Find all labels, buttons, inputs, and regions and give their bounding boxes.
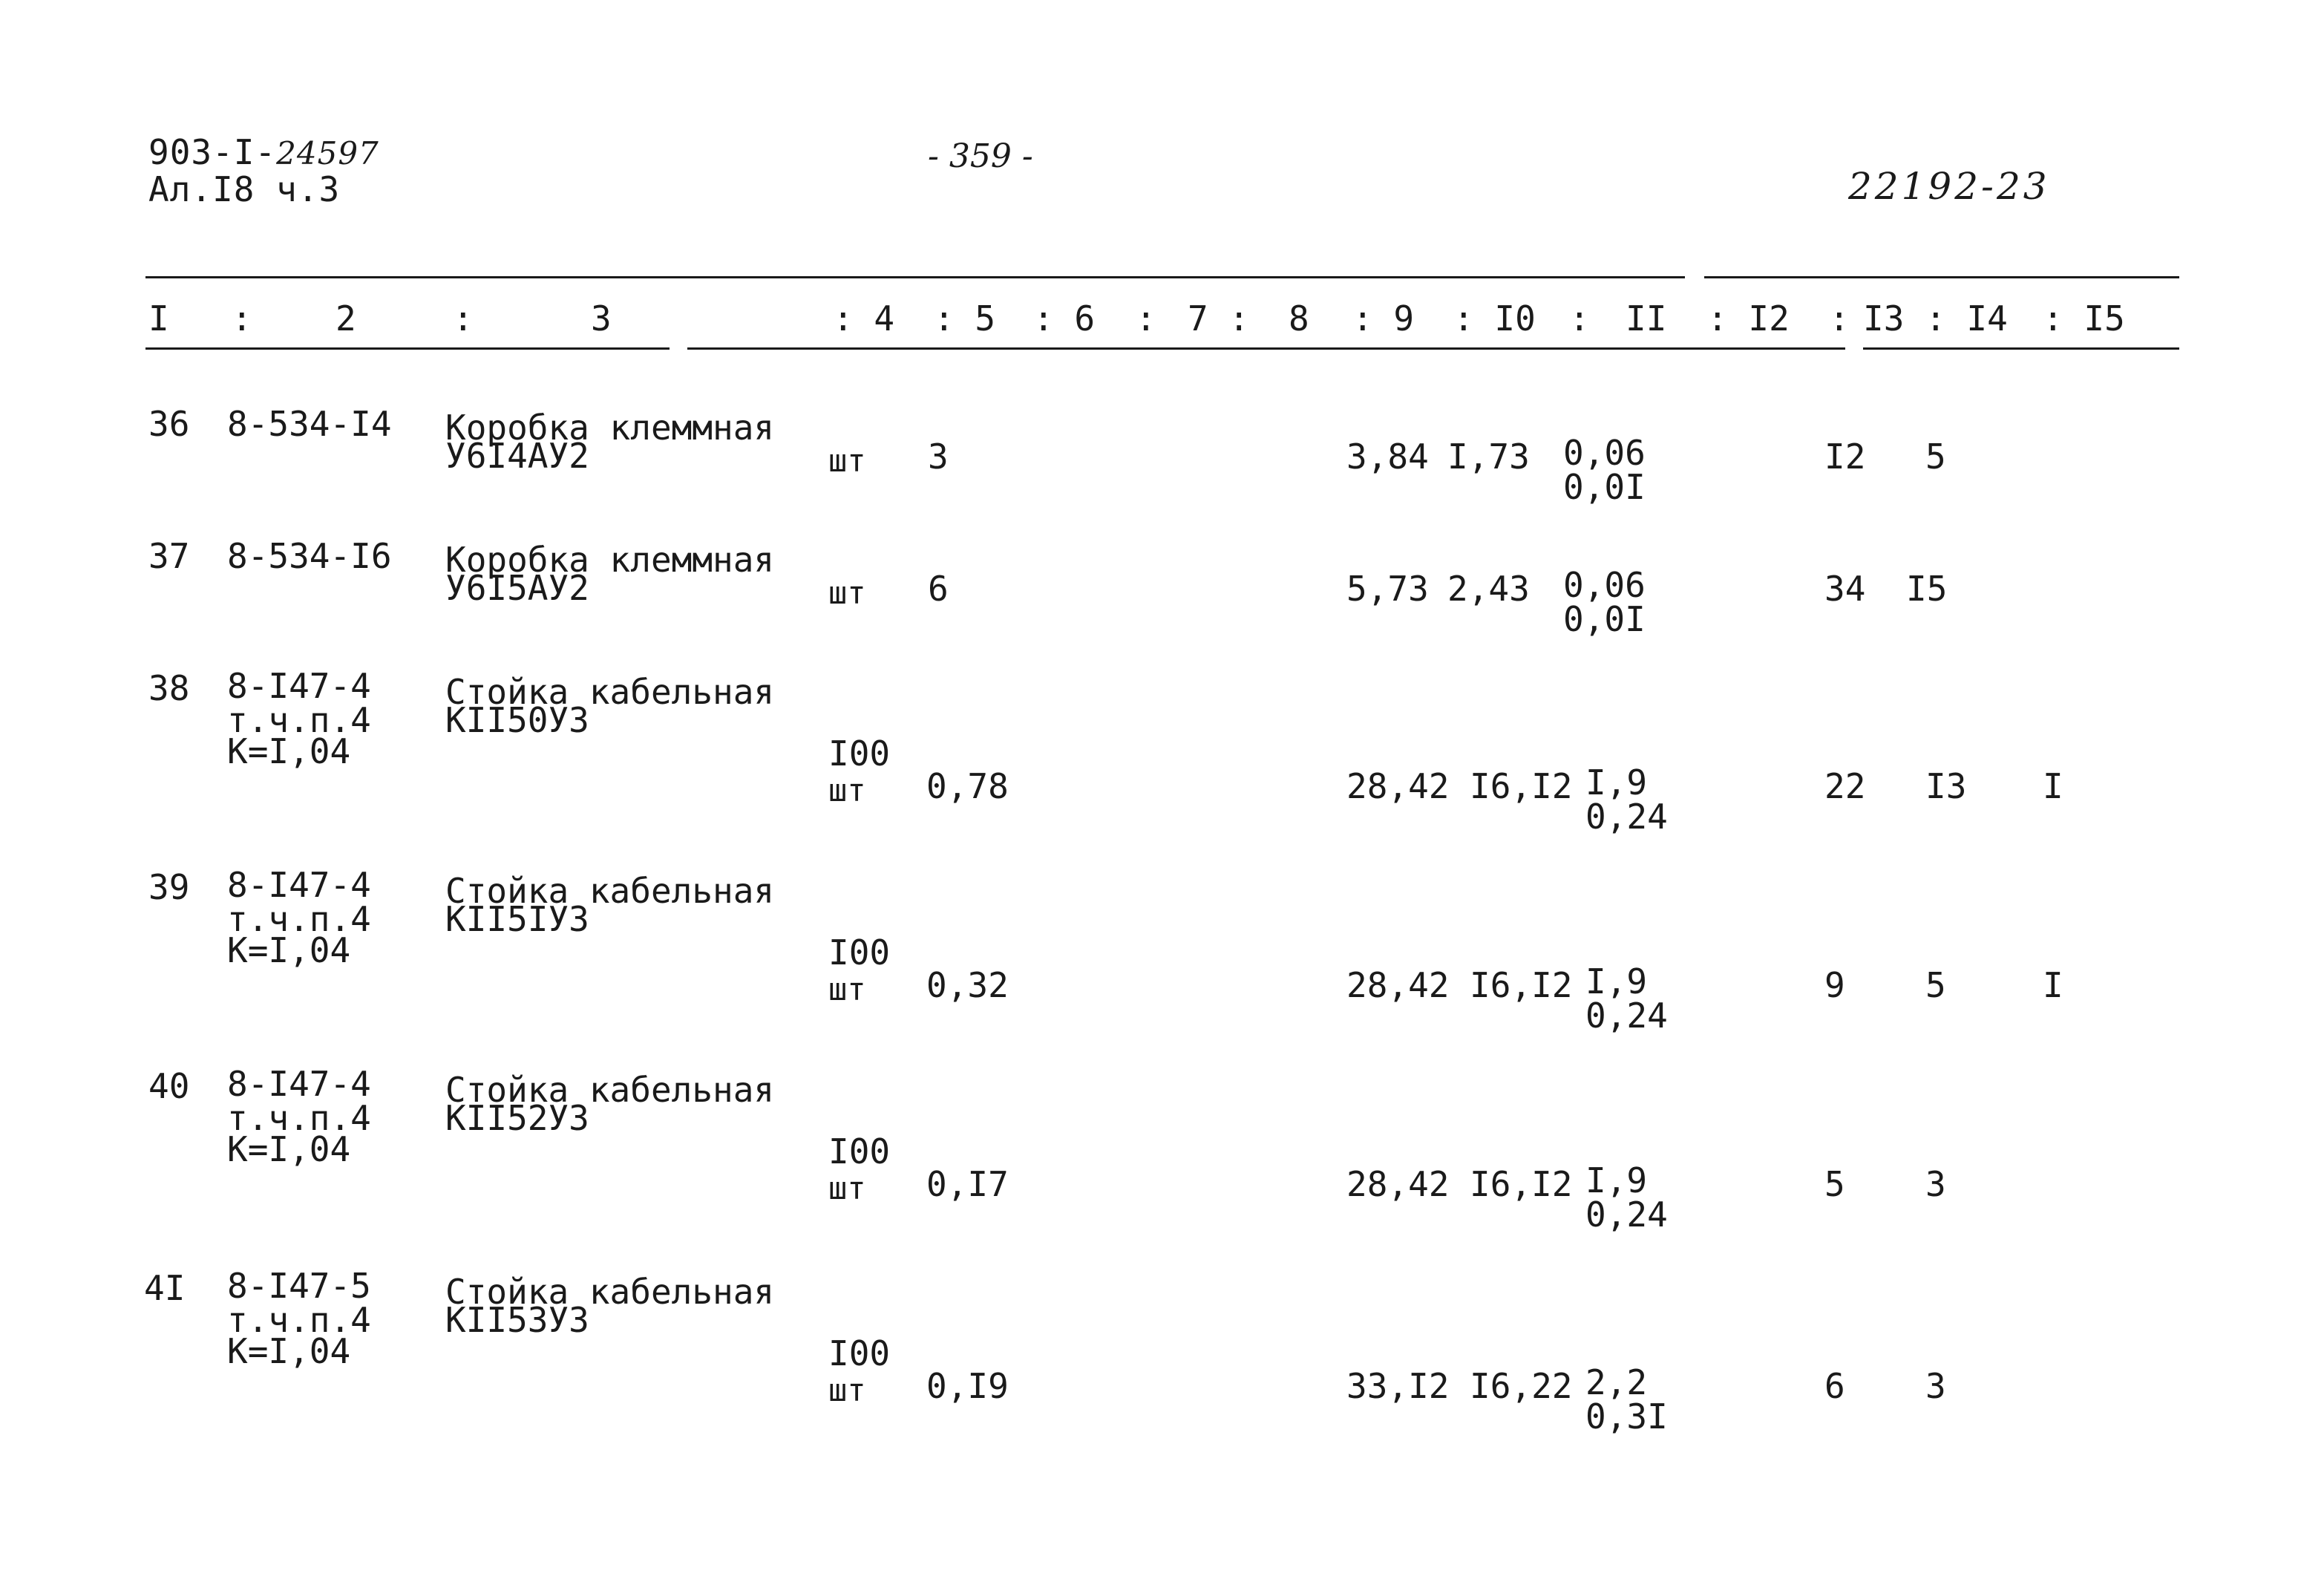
page-number: - 359 -: [928, 137, 1033, 175]
col-13: I3: [1863, 298, 1905, 339]
col-6: : 6: [1033, 298, 1096, 339]
row-number: 37: [148, 536, 190, 576]
col-7: 7 :: [1188, 298, 1250, 339]
col10-value: I,73: [1447, 437, 1530, 477]
rate-note: т.ч.п.4: [227, 1098, 371, 1138]
rate-coefficient: К=I,04: [227, 930, 351, 970]
col-sep: :: [1136, 298, 1156, 339]
rate-note: т.ч.п.4: [227, 1300, 371, 1340]
unit: шт: [828, 442, 866, 479]
col-4: : 4: [833, 298, 895, 339]
quantity: 6: [928, 569, 949, 609]
col14-value: 3: [1925, 1366, 1946, 1406]
rate-code: 8-I47-4: [227, 1064, 371, 1104]
unit-multiplier: I00: [828, 1333, 891, 1373]
col13-value: 9: [1824, 965, 1845, 1005]
col11-value-bottom: 0,0I: [1563, 467, 1646, 507]
document-code: [148, 132, 379, 172]
col13-value: 6: [1824, 1366, 1845, 1406]
col-sep: :: [232, 298, 252, 339]
row-number: 40: [148, 1066, 190, 1106]
top-rule-left: [145, 276, 1685, 278]
col11-value-top: I,9: [1585, 1160, 1648, 1200]
item-model: У6I5АУ2: [445, 568, 589, 608]
quantity: 0,78: [926, 766, 1009, 806]
col14-value: 5: [1925, 437, 1946, 477]
col-sep: :: [1829, 298, 1850, 339]
item-name: Стойка кабельная: [445, 1272, 775, 1312]
unit: шт: [828, 575, 866, 611]
row-number: 4I: [144, 1268, 186, 1308]
rate-code: 8-I47-4: [227, 865, 371, 905]
col15-value: I: [2043, 766, 2063, 806]
col-12: : I2: [1707, 298, 1790, 339]
item-name: Стойка кабельная: [445, 672, 775, 712]
col9-value: 5,73: [1346, 569, 1429, 609]
rate-note: т.ч.п.4: [227, 700, 371, 740]
item-model: КII52У3: [445, 1098, 589, 1138]
col13-value: 22: [1824, 766, 1866, 806]
col10-value: I6,22: [1470, 1366, 1573, 1406]
col-10: : I0: [1453, 298, 1536, 339]
top-rule-right: [1704, 276, 2179, 278]
col11-value-bottom: 0,24: [1585, 1195, 1668, 1235]
quantity: 0,I7: [926, 1164, 1009, 1204]
unit-multiplier: I00: [828, 1131, 891, 1172]
row-number: 36: [148, 404, 190, 444]
col11-value-top: 2,2: [1585, 1362, 1648, 1402]
rate-code: 8-534-I4: [227, 404, 392, 444]
col10-value: 2,43: [1447, 569, 1530, 609]
item-name: Коробка клеммная: [445, 540, 775, 580]
unit: шт: [828, 971, 866, 1007]
header-underline: [687, 347, 1845, 350]
col-5: : 5: [934, 298, 996, 339]
col9-value: 28,42: [1346, 766, 1450, 806]
item-model: У6I4АУ2: [445, 436, 589, 476]
col-2: 2: [335, 298, 356, 339]
col15-value: I: [2043, 965, 2063, 1005]
item-model: КII5IУ3: [445, 899, 589, 939]
header-underline: [145, 347, 670, 350]
sheet-label: Ал.I8 ч.3: [148, 169, 341, 209]
col11-value-top: 0,06: [1563, 565, 1646, 605]
unit: шт: [828, 1170, 866, 1206]
unit-multiplier: I00: [828, 733, 891, 774]
col9-value: 28,42: [1346, 1164, 1450, 1204]
col11-value-bottom: 0,24: [1585, 797, 1668, 837]
quantity: 0,32: [926, 965, 1009, 1005]
col13-value: I2: [1824, 437, 1866, 477]
col10-value: I6,I2: [1470, 965, 1573, 1005]
row-number: 38: [148, 668, 190, 708]
col-15: : I5: [2043, 298, 2125, 339]
unit: шт: [828, 1372, 866, 1408]
col-14: : I4: [1925, 298, 2008, 339]
quantity: 0,I9: [926, 1366, 1009, 1406]
quantity: 3: [928, 437, 949, 477]
unit-multiplier: I00: [828, 932, 891, 973]
col11-value-top: I,9: [1585, 762, 1648, 803]
col11-value-bottom: 0,3I: [1585, 1396, 1668, 1437]
rate-coefficient: К=I,04: [227, 731, 351, 771]
col14-value: 5: [1925, 965, 1946, 1005]
col13-value: 5: [1824, 1164, 1845, 1204]
unit: шт: [828, 772, 866, 808]
rate-code: 8-534-I6: [227, 536, 392, 576]
col-sep: :: [453, 298, 474, 339]
row-number: 39: [148, 867, 190, 907]
col-11: II: [1626, 298, 1667, 339]
rate-note: т.ч.п.4: [227, 899, 371, 939]
col10-value: I6,I2: [1470, 1164, 1573, 1204]
col9-value: 3,84: [1346, 437, 1429, 477]
col-8: 8: [1289, 298, 1309, 339]
col11-value-top: 0,06: [1563, 433, 1646, 473]
rate-coefficient: К=I,04: [227, 1129, 351, 1169]
col-3: 3: [591, 298, 612, 339]
item-model: КII50У3: [445, 700, 589, 740]
rate-code: 8-I47-5: [227, 1266, 371, 1306]
header-underline: [1863, 347, 2179, 350]
item-name: Стойка кабельная: [445, 1070, 775, 1110]
col-1: I: [148, 298, 169, 339]
col14-value: I5: [1906, 569, 1948, 609]
col10-value: I6,I2: [1470, 766, 1573, 806]
col9-value: 28,42: [1346, 965, 1450, 1005]
reference-number: 22192-23: [1848, 165, 2050, 208]
document-code-handwritten: 24597: [276, 135, 379, 171]
col9-value: 33,I2: [1346, 1366, 1450, 1406]
rate-code: 8-I47-4: [227, 666, 371, 706]
col13-value: 34: [1824, 569, 1866, 609]
col14-value: I3: [1925, 766, 1967, 806]
item-name: Стойка кабельная: [445, 871, 775, 911]
col11-value-bottom: 0,0I: [1563, 599, 1646, 639]
item-model: КII53У3: [445, 1300, 589, 1340]
rate-coefficient: К=I,04: [227, 1331, 351, 1371]
col11-value-top: I,9: [1585, 961, 1648, 1002]
document-code-prefix: 903-I-: [148, 132, 277, 172]
col14-value: 3: [1925, 1164, 1946, 1204]
item-name: Коробка клеммная: [445, 408, 775, 448]
col11-value-bottom: 0,24: [1585, 996, 1668, 1036]
col-9: : 9: [1352, 298, 1415, 339]
col-sep: :: [1569, 298, 1590, 339]
